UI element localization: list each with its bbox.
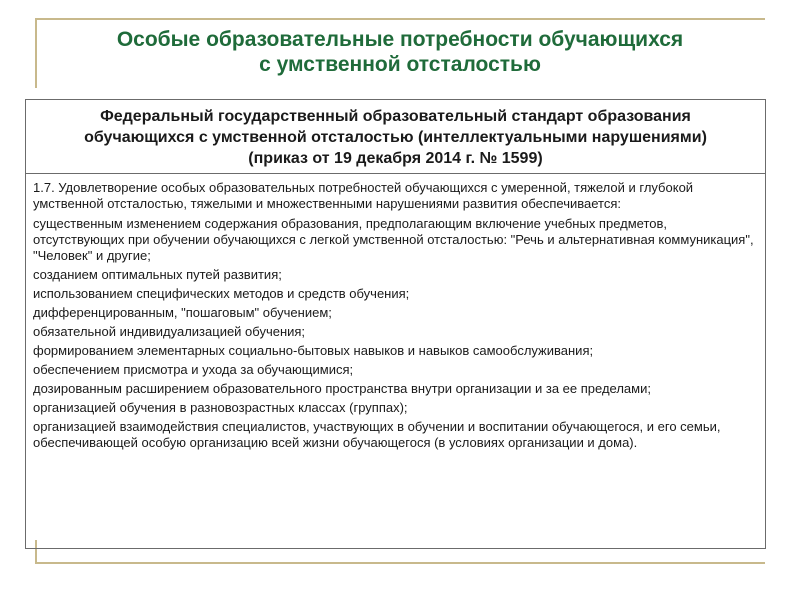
slide-title <box>40 27 760 77</box>
list-item: обеспечением присмотра и ухода за обучающимися; <box>33 362 354 377</box>
standard-header-line-1: Федеральный государственный образовательный стандарт образования <box>100 108 691 125</box>
list-item: использованием специфических методов и средств обучения; <box>33 286 410 301</box>
list-item: дозированным расширением образовательного пространства внутри организации и за ее пределами; <box>33 381 651 396</box>
accent-line-left <box>35 18 37 88</box>
list-item: организацией обучения в разновозрастных классах (группах); <box>33 400 408 415</box>
standard-table-body <box>26 174 765 451</box>
list-item: обязательной индивидуализацией обучения; <box>33 324 306 339</box>
slide-title-line-2: с умственной отсталостью <box>259 53 541 76</box>
standard-header-line-2: обучающихся с умственной отсталостью (интеллектуальными нарушениями) <box>84 129 707 146</box>
standard-table <box>25 99 766 549</box>
accent-line-top <box>35 18 765 20</box>
list-item: существенным изменением содержания образования, предполагающим включение учебных предметов, отсутствующих при обучении обучающихся с легкой умственной отсталостью: "Речь и альтернативная коммуникация", "Человек" и другие; <box>33 216 754 263</box>
slide-title-line-1: Особые образовательные потребности обучающихся <box>116 28 684 51</box>
list-item: созданием оптимальных путей развития; <box>33 267 282 282</box>
list-item: формированием элементарных социально-бытовых навыков и навыков самообслуживания; <box>33 343 594 358</box>
standard-table-header <box>26 100 765 174</box>
accent-line-bottom <box>35 562 765 564</box>
list-item: дифференцированным, "пошаговым" обучением; <box>33 305 332 320</box>
list-item: организацией взаимодействия специалистов, участвующих в обучении и воспитании обучающегося, и его семьи, обеспечивающей особую организацию всей жизни обучающегося (в условиях организации и дома). <box>33 419 721 450</box>
clause-intro: 1.7. Удовлетворение особых образовательных потребностей обучающихся с умеренной, тяжелой и глубокой умственной отсталостью, тяжелыми и множественными нарушениями развития обеспечивается: <box>33 180 694 211</box>
standard-header-line-3: (приказ от 19 декабря 2014 г. № 1599) <box>248 150 543 167</box>
